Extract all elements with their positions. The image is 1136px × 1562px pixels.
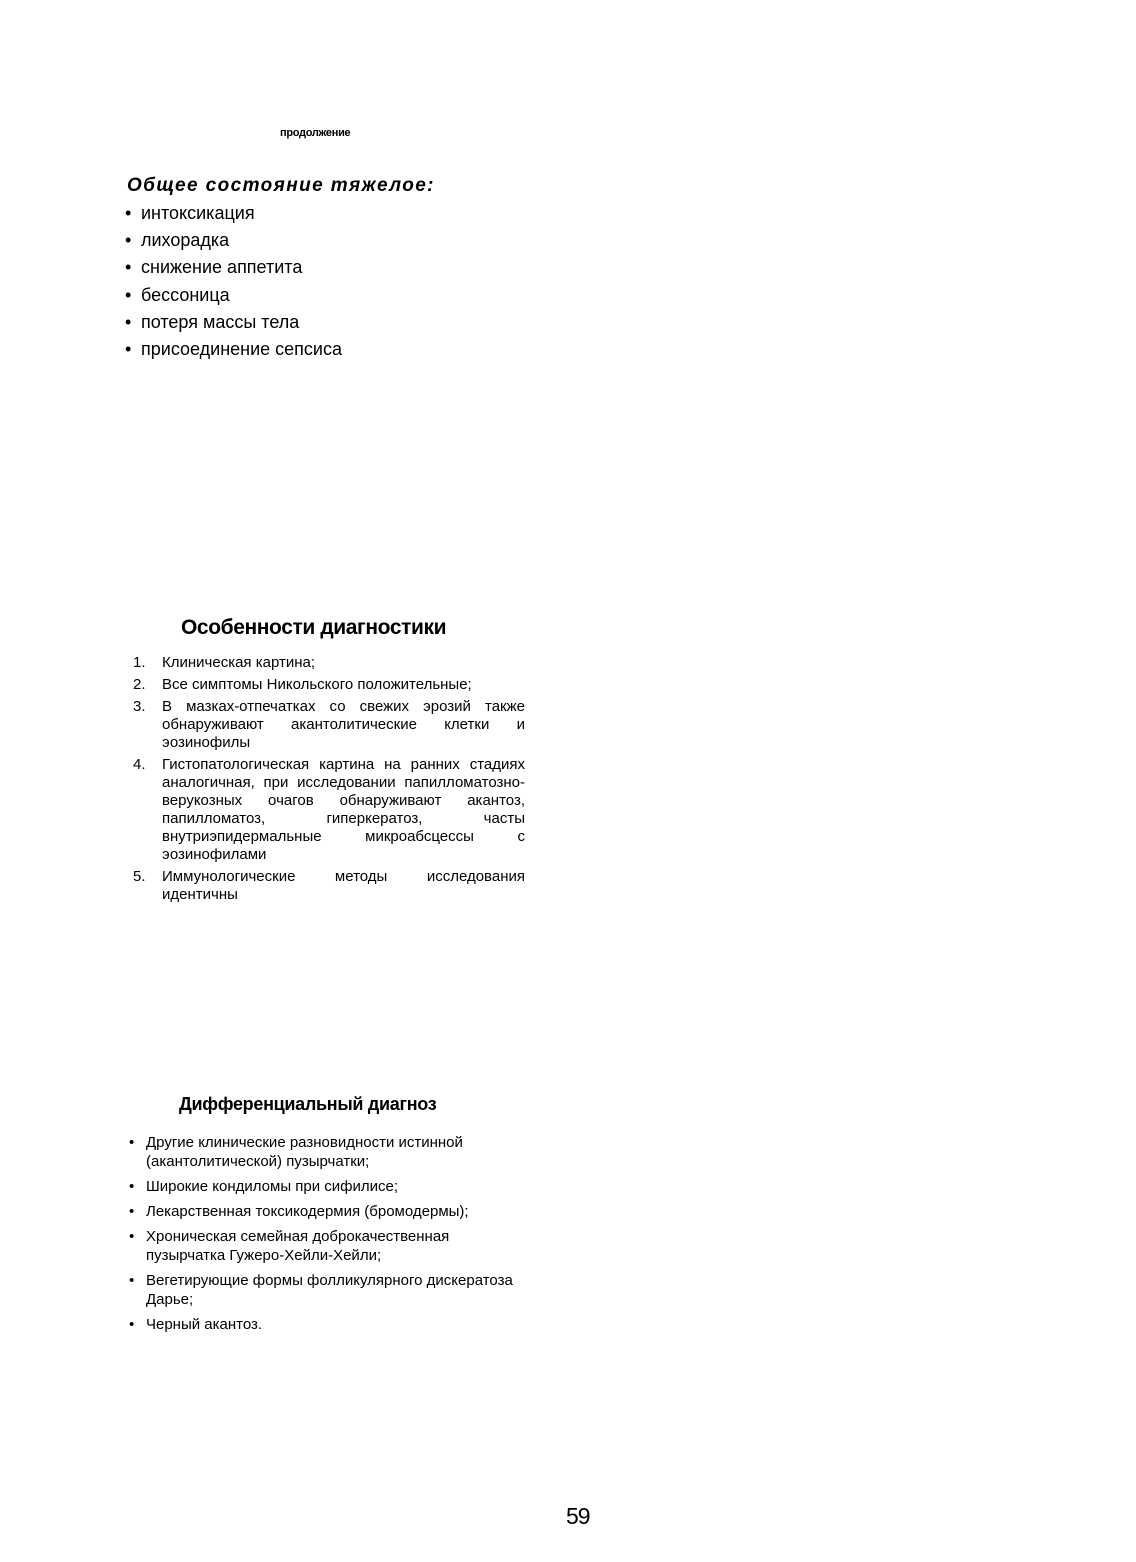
differential-diagnosis-title: Дифференциальный диагноз (179, 1094, 437, 1114)
item-text: Все симптомы Никольского положительные; (162, 676, 472, 693)
numbered-item (133, 654, 525, 672)
numbered-item (133, 676, 525, 694)
item-number: 5. (133, 868, 146, 885)
list-item (129, 1202, 529, 1221)
list-item (129, 1315, 529, 1334)
general-condition-title: Общее состояние тяжелое: (127, 175, 435, 196)
continued-label: продолжение (280, 127, 351, 139)
list-item-text: Лекарственная токсикодермия (бромодермы); (146, 1203, 469, 1220)
list-item-text: снижение аппетита (141, 257, 303, 278)
list-item-text: бессоница (141, 284, 230, 305)
list-item (129, 1227, 529, 1265)
bullet-icon: • (129, 1203, 135, 1220)
item-number: 1. (133, 654, 146, 671)
bullet-icon: • (125, 203, 132, 223)
list-item (125, 339, 342, 366)
item-number: 2. (133, 676, 146, 693)
bullet-icon: • (129, 1272, 135, 1289)
diagnostics-title: Особенности диагностики (181, 616, 447, 639)
bullet-icon: • (129, 1134, 135, 1151)
list-item-text: Другие клинические разновидности истинной (акантолитической) пузырчатки; (146, 1134, 463, 1170)
page-number: 59 (566, 1503, 590, 1529)
numbered-item (133, 756, 525, 864)
list-item (125, 203, 342, 230)
bullet-icon: • (129, 1178, 135, 1195)
differential-diagnosis-list (129, 1133, 529, 1340)
list-item-text: присоединение сепсиса (141, 338, 342, 359)
list-item (125, 285, 342, 312)
bullet-icon: • (125, 311, 132, 332)
list-item-text: Черный акантоз. (146, 1316, 263, 1333)
numbered-item (133, 698, 525, 752)
list-item (129, 1177, 529, 1196)
bullet-icon: • (125, 338, 132, 359)
list-item (129, 1271, 529, 1309)
list-item (129, 1133, 529, 1171)
list-item-text: Широкие кондиломы при сифилисе; (146, 1178, 399, 1195)
bullet-icon: • (125, 230, 132, 251)
list-item-text: потеря массы тела (141, 311, 300, 332)
numbered-item (133, 868, 525, 904)
list-item-text: Хроническая семейная доброкачественная пузырчатка Гужеро-Хейли-Хейли; (146, 1228, 450, 1264)
general-condition-list (125, 203, 342, 366)
bullet-icon: • (125, 284, 132, 305)
list-item (125, 230, 342, 257)
list-item-text: лихорадка (141, 230, 230, 251)
item-number: 4. (133, 756, 146, 773)
item-text: Клиническая картина; (162, 654, 316, 671)
item-text: В мазках-отпечатках со свежих эрозий также обнаруживают акантолитические клетки и эозинофилы (162, 698, 525, 751)
list-item (125, 257, 342, 284)
list-item (125, 312, 342, 339)
list-item-text: Вегетирующие формы фолликулярного дискератоза Дарье; (146, 1272, 513, 1308)
bullet-icon: • (125, 257, 132, 278)
item-text: Иммунологические методы исследования идентичны (162, 868, 525, 903)
bullet-icon: • (129, 1228, 135, 1245)
item-text: Гистопатологическая картина на ранних стадиях аналогичная, при исследовании папилломатозно-верукозных очагов обнаруживают акантоз, папилломатоз, гиперкератоз, часты внутриэпидермальные микроабсцессы с эозинофилами (162, 756, 525, 863)
list-item-text: интоксикация (141, 203, 255, 223)
diagnostics-list (133, 654, 525, 908)
item-number: 3. (133, 698, 146, 715)
bullet-icon: • (129, 1316, 135, 1333)
